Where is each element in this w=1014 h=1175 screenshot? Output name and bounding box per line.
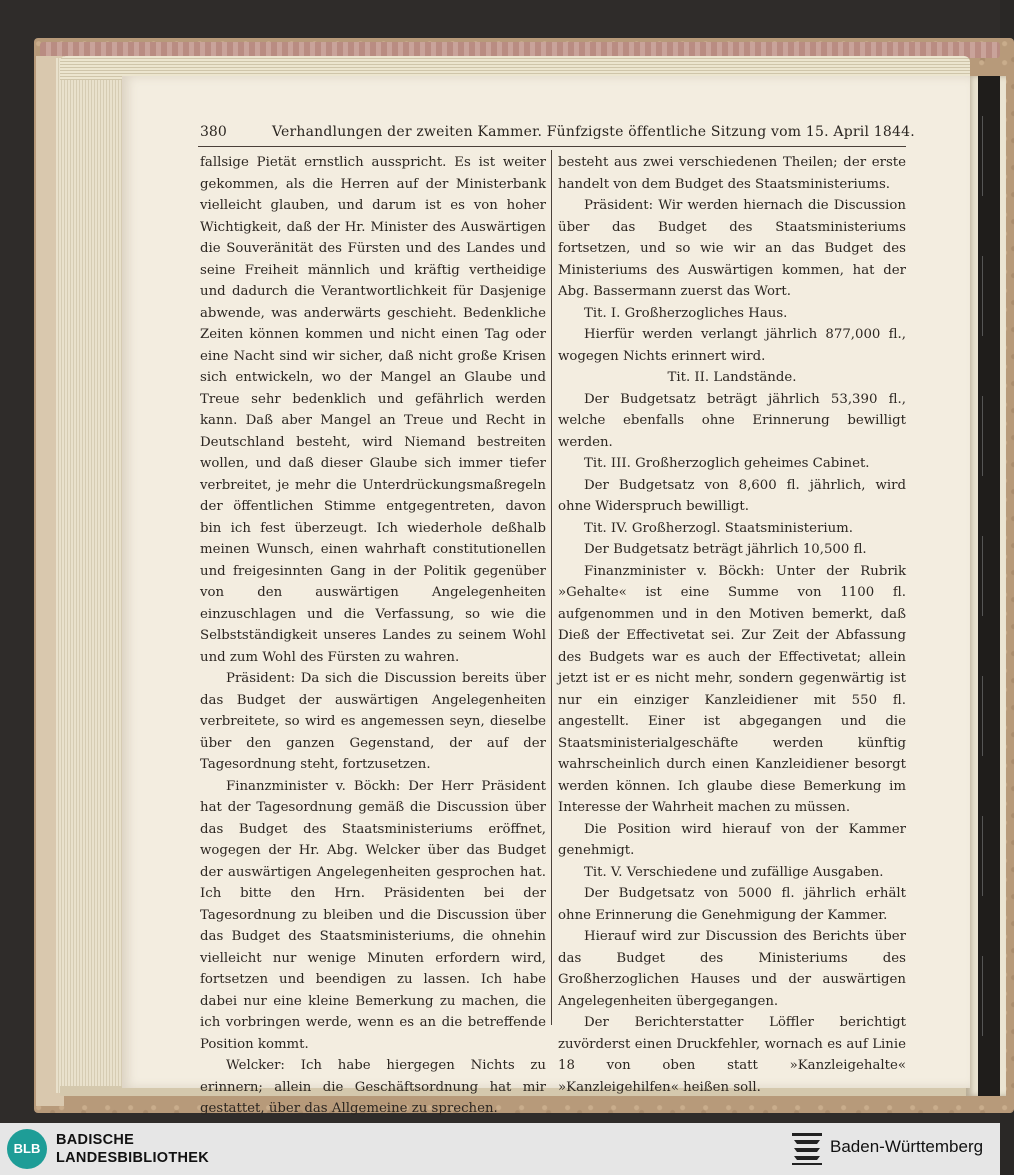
paragraph: Der Berichterstatter Löffler berichtigt zuvörderst einen Druckfehler, wornach es auf Linie 18 von oben statt »Kanzleigehalte« »Kanzleigehilfen« heißen soll. xyxy=(558,1015,906,1095)
state-name[interactable]: Baden-Württemberg xyxy=(830,1137,984,1156)
running-title: Verhandlungen der zweiten Kammer. Fünfzigste öffentliche Sitzung vom 15. April 1844. xyxy=(272,124,915,140)
library-name-line1: BADISCHE xyxy=(56,1132,135,1148)
library-name-line2: LANDESBIBLIOTHEK xyxy=(56,1150,210,1166)
right-column xyxy=(558,152,906,1098)
scan-ruler xyxy=(978,76,1000,1096)
paragraph: Präsident: Da sich die Discussion bereits über das Budget der auswärtigen Angelegenheiten verbreitete, so wird es angemessen seyn, dieselbe über den ganzen Gegenstand, der auf der Tagesordnung steht, fortzusetzen. xyxy=(200,671,546,772)
paragraph: Der Budgetsatz beträgt jährlich 53,390 fl., welche ebenfalls ohne Erinnerung bewilligt werden. xyxy=(558,391,906,450)
page-block-left xyxy=(56,58,126,1093)
section-heading: Tit. I. Großherzogliches Haus. xyxy=(584,305,788,321)
paragraph: besteht aus zwei verschiedenen Theilen; der erste handelt von dem Budget des Staatsministeriums. xyxy=(558,155,906,192)
section-heading: Tit. IV. Großherzogl. Staatsministerium. xyxy=(584,520,853,536)
baden-wuerttemberg-lions-icon xyxy=(790,1131,824,1167)
header-rule xyxy=(198,146,906,147)
paragraph: Hierfür werden verlangt jährlich 877,000 fl., wogegen Nichts erinnert wird. xyxy=(558,327,906,364)
paragraph: Finanzminister v. Böckh: Der Herr Präsident hat der Tagesordnung gemäß die Discussion über das Budget des Staatsministeriums eröffnet, wogegen der Hr. Abg. Welcker über das Budget der auswärtigen Angelegenheiten gesprochen hat. Ich bitte den Hrn. Präsidenten bei der Tagesordnung zu bleiben und die Discussion über das Budget des Staatsministeriums, die ohnehin vielleicht nur wenige Minuten erfordern wird, fortsetzen und beendigen zu lassen. Ich habe dabei nur eine kleine Bemerkung zu machen, die ich vorbringen werde, wenn es an die betreffende Position kommt. xyxy=(200,778,546,1052)
left-column xyxy=(200,152,546,1163)
section-heading: Tit. III. Großherzoglich geheimes Cabinet. xyxy=(584,456,870,471)
paragraph: Hierauf wird zur Discussion des Berichts über das Budget des Ministeriums des Großherzoglichen Hauses und der auswärtigen Angelegenheiten übergegangen. xyxy=(558,929,906,1009)
paragraph: Der Budgetsatz von 5000 fl. jährlich erhält ohne Erinnerung die Genehmigung der Kammer. xyxy=(558,886,906,923)
paragraph: Welcker: Ich habe hiergegen Nichts zu erinnern; allein die Geschäftsordnung hat mir gestattet, über das Allgemeine zu sprechen. xyxy=(200,1058,546,1116)
page-number: 380 xyxy=(200,124,227,140)
paragraph: fallsige Pietät ernstlich ausspricht. Es ist weiter gekommen, als die Herren auf der Ministerbank vielleicht glauben, und darum ist es von hoher Wichtigkeit, daß der Hr. Minister des Auswärtigen die Souveränität des Fürsten und des Landes und seine Freiheit männlich und kräftig vertheidige und dadurch die Verantwortlichkeit für Dasjenige abwende, was anderwärts geschieht. Bedenkliche Zeiten können kommen und nicht einen Tag oder eine Nacht sind wir sicher, daß nicht große Krisen sich entwickeln, wo der Mangel an Glaube und Treue sehr bedenklich und gefährlich werden kann. Daß aber Mangel an Treue und Recht in Deutschland besteht, wird Niemand bestreiten wollen, und daß dieser Glaube sich immer tiefer verbreitet, je mehr die Unterdrückungsmaßregeln der öffentlichen Stimme entgegentreten, davon bin ich fest überzeugt. Ich wiederhole deßhalb meinen Wunsch, einen wahrhaft constitutionellen und freigesinnten Gang in der Politik gegenüber von den auswärtigen Angelegenheiten einzuschlagen und die Verfassung, so wie die Selbstständigkeit unseres Landes zu seinem Wohl und zum Wohl des Fürsten zu wahren. xyxy=(200,155,546,665)
paragraph: Der Budgetsatz von 8,600 fl. jährlich, wird ohne Widerspruch bewilligt. xyxy=(558,477,906,514)
paragraph: Die Position wird hierauf von der Kammer genehmigt. xyxy=(558,821,906,858)
paragraph: Finanzminister v. Böckh: Unter der Rubrik »Gehalte« ist eine Summe von 1100 fl. aufgenommen und in den Motiven bemerkt, daß Dieß der Effectivetat sei. Zur Zeit der Abfassung des Budgets war es auch der Effectivetat; allein jetzt ist er es nicht mehr, sondern gegenwärtig ist nur ein einziger Kanzleidiener mit 550 fl. angestellt. Einer ist abgegangen und die Staatsministerialgeschäfte werden künftig wahrscheinlich durch einen Kanzleidiener besorgt werden können. Ich glaube diese Bemerkung im Interesse der Wahrheit machen zu müssen. xyxy=(558,563,906,815)
paragraph: Der Budgetsatz beträgt jährlich 10,500 fl. xyxy=(584,542,867,557)
paragraph: Präsident: Wir werden hiernach die Discussion über das Budget des Staatsministeriums fortsetzen, und so wie wir an das Budget des Ministeriums des Auswärtigen kommen, hat der Abg. Bassermann zuerst das Wort. xyxy=(558,198,906,299)
column-divider xyxy=(551,150,552,1025)
footer-bar xyxy=(0,1123,1000,1175)
section-heading: Tit. II. Landstände. xyxy=(667,370,797,385)
running-head xyxy=(200,124,915,142)
section-heading: Tit. V. Verschiedene und zufällige Ausgaben. xyxy=(584,864,884,880)
library-name[interactable] xyxy=(56,1131,209,1167)
blb-logo[interactable]: BLB xyxy=(7,1129,47,1169)
